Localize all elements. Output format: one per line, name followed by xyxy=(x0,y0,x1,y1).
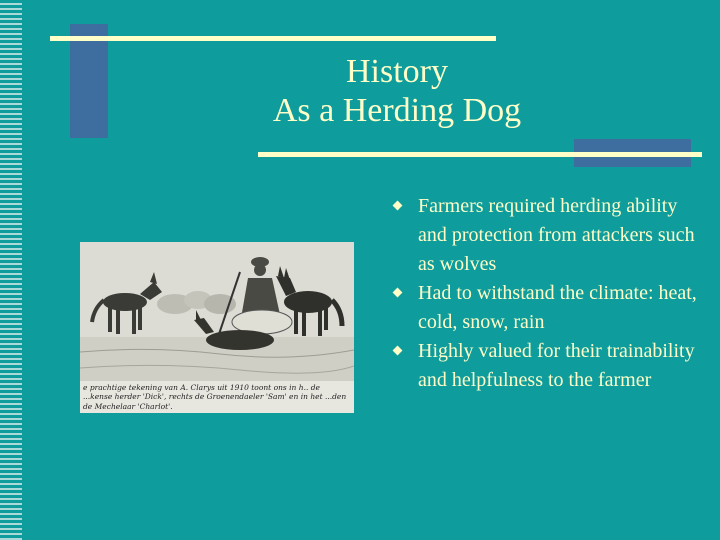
diamond-bullet-icon xyxy=(393,201,403,211)
image-caption: e prachtige tekening van A. Clarys uit 1910 toont ons in h.. de ...kense herder 'Dick', rechts de Groenendaeler 'Sam' en in het ...den de Mechelaar 'Charlot'. xyxy=(80,381,354,414)
bullet-list xyxy=(392,192,702,395)
slide-title xyxy=(200,52,594,130)
bullet-text: Had to withstand the climate: heat, cold, snow, rain xyxy=(418,282,697,333)
diamond-bullet-icon xyxy=(393,346,403,356)
bullet-item xyxy=(392,192,702,279)
title-accent-bar-bottom xyxy=(258,152,702,157)
title-accent-bar-top xyxy=(50,36,496,41)
diamond-bullet-icon xyxy=(393,288,403,298)
slide-title-line-1: History xyxy=(346,53,448,90)
bullet-item xyxy=(392,279,702,337)
bullet-item xyxy=(392,337,702,395)
historical-drawing-image xyxy=(80,242,354,413)
bullet-text: Highly valued for their trainability and helpfulness to the farmer xyxy=(418,340,695,391)
left-stripe-decoration xyxy=(0,0,22,540)
slide-title-line-2: As a Herding Dog xyxy=(272,92,522,129)
title-accent-block-left xyxy=(70,24,108,138)
bullet-text: Farmers required herding ability and protection from attackers such as wolves xyxy=(418,195,695,275)
